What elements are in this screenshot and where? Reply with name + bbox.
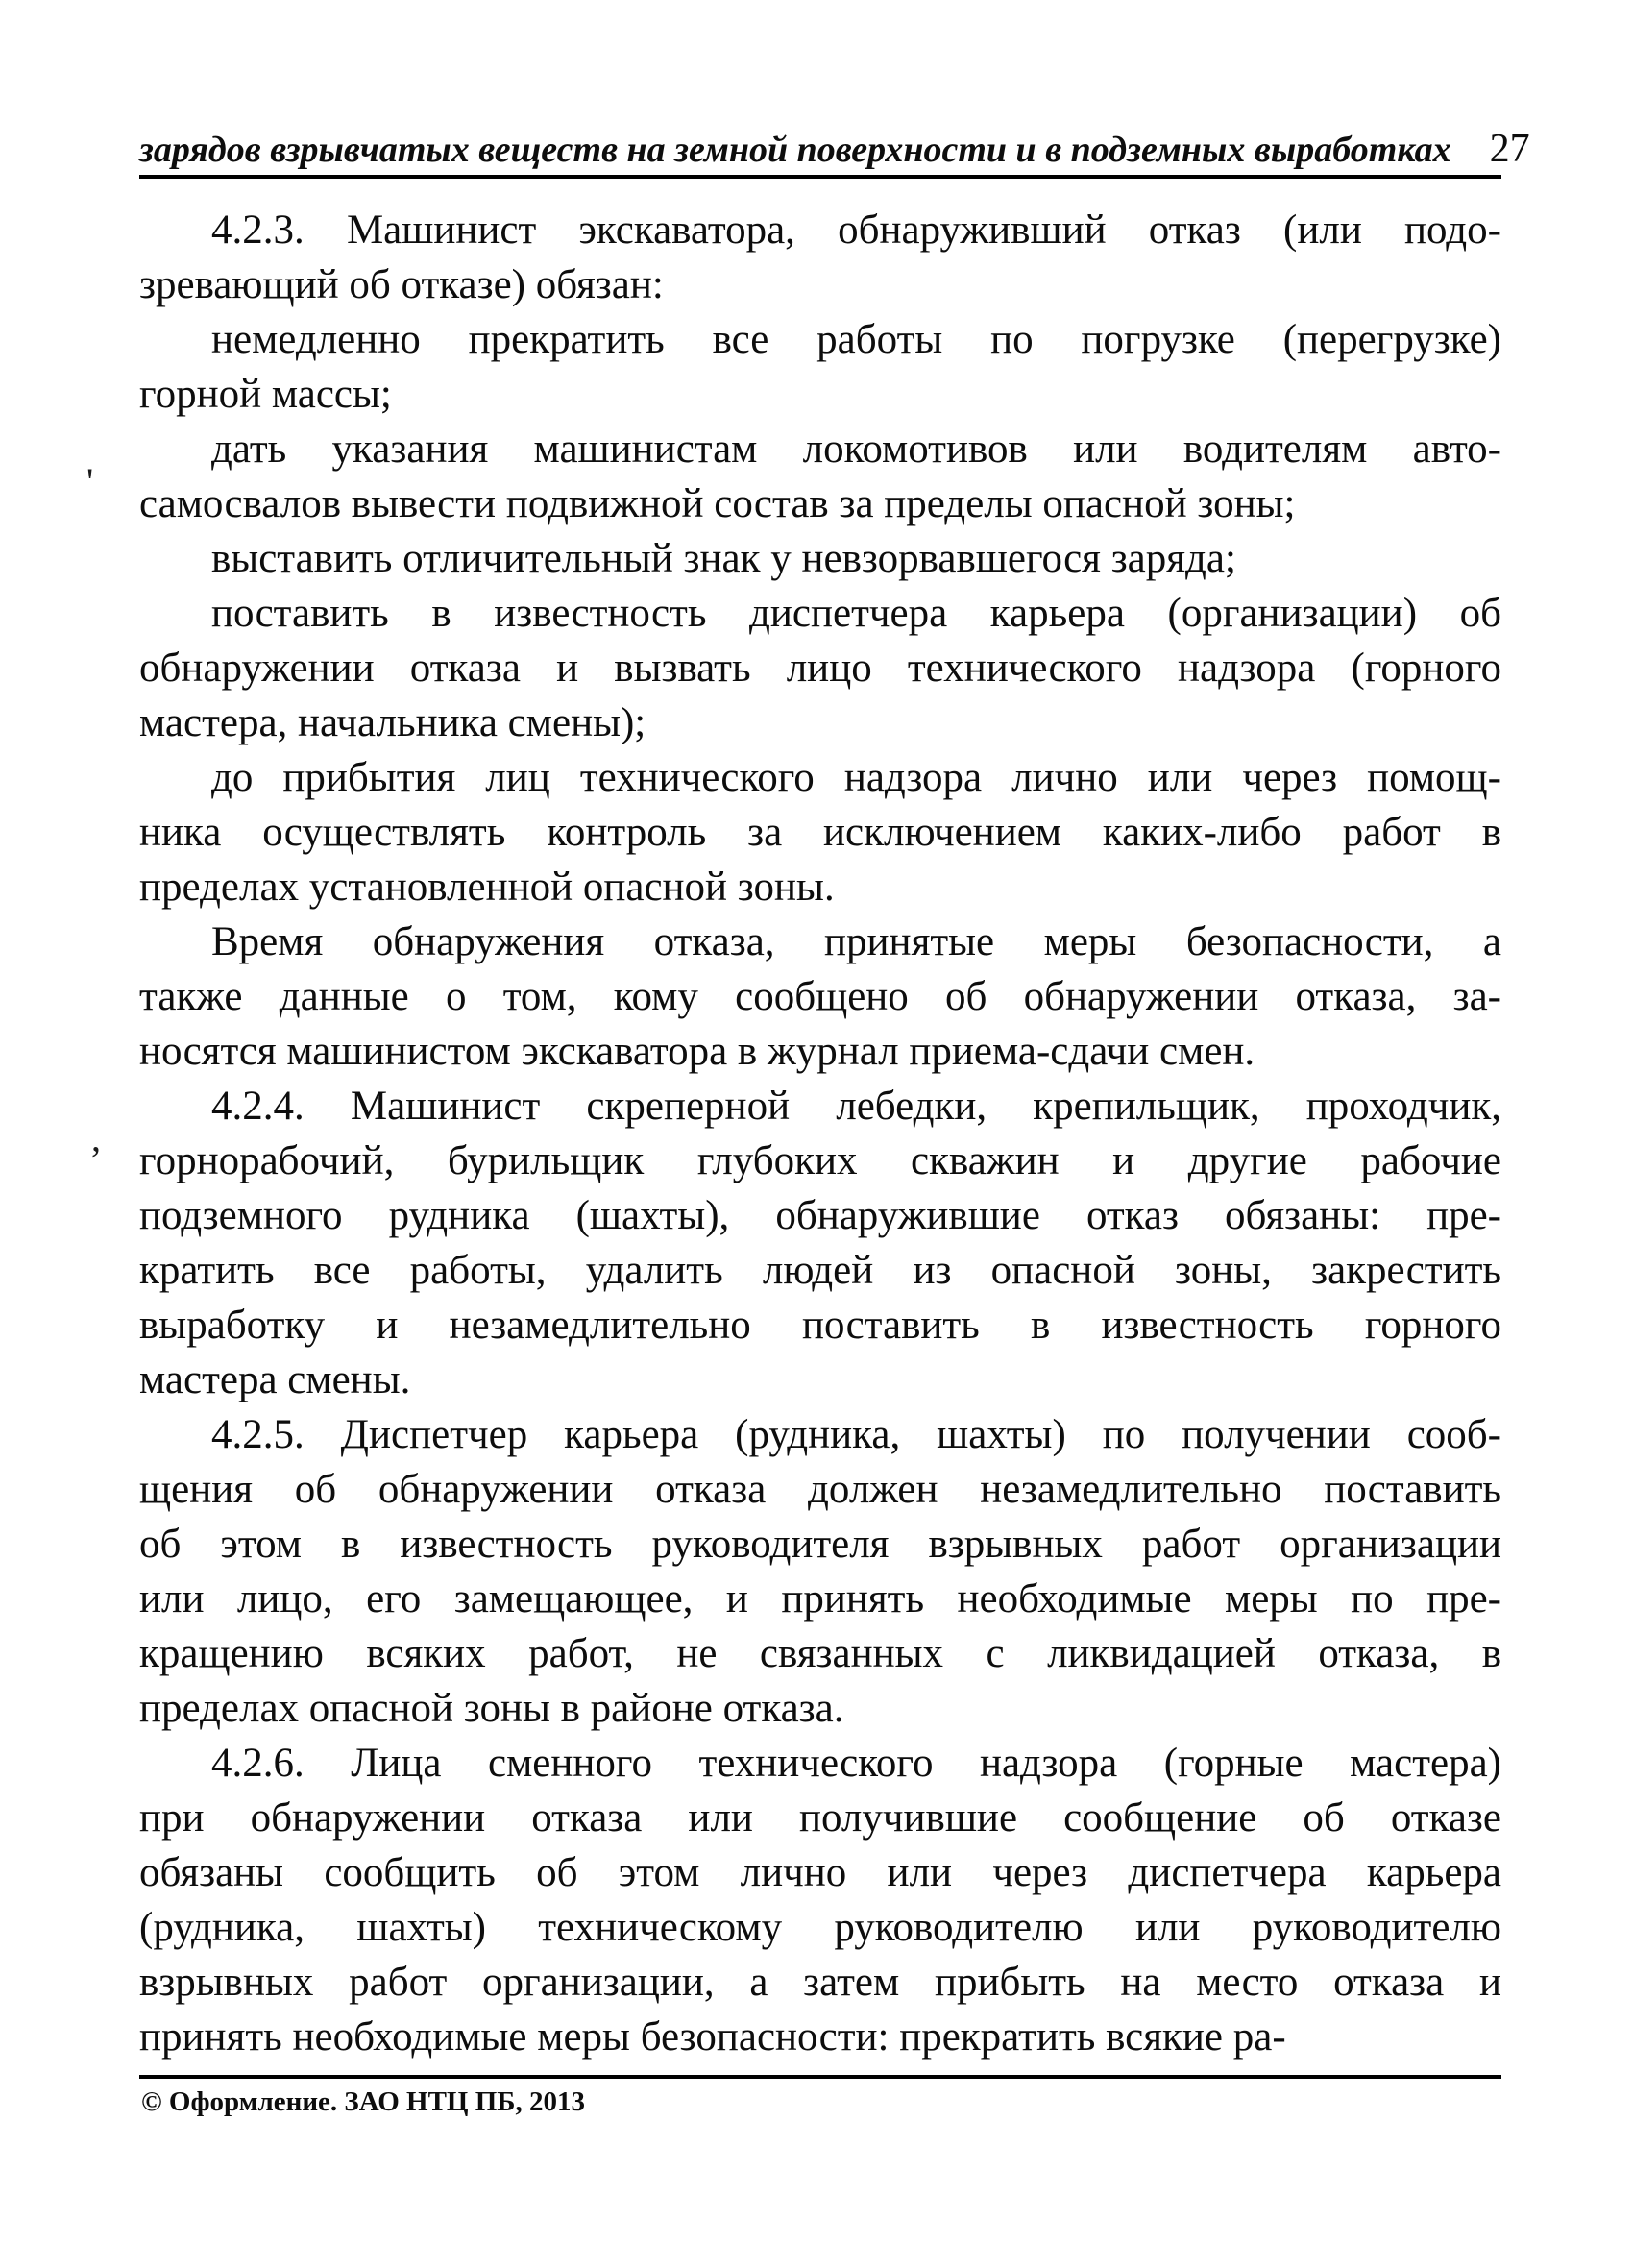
body-line: 4.2.5. Диспетчер карьера (рудника, шахты) по получении сооб- [211, 1412, 1501, 1457]
body-line: пределах установленной опасной зоны. [139, 865, 835, 910]
body-line: кратить все работы, удалить людей из опасной зоны, закрестить [139, 1248, 1501, 1293]
body-line: дать указания машинистам локомотивов или водителям авто- [211, 427, 1501, 472]
body-line: кращению всяких работ, не связанных с ликвидацией отказа, в [139, 1631, 1501, 1676]
body-line: взрывных работ организации, а затем прибыть на место отказа и [139, 1960, 1501, 2005]
body-line: 4.2.3. Машинист экскаватора, обнаруживший отказ (или подо- [211, 207, 1501, 253]
body-text [139, 203, 1501, 2064]
body-line: при обнаружении отказа или получившие сообщение об отказе [139, 1795, 1501, 1841]
body-line: обнаружении отказа и вызвать лицо технического надзора (горного [139, 646, 1501, 691]
running-title: зарядов взрывчатых веществ на земной поверхности и в подземных выработках [139, 130, 1451, 170]
page-footer [141, 2085, 585, 2119]
page-number: 27 [1489, 127, 1530, 171]
body-line: 4.2.6. Лица сменного технического надзора (горные мастера) [211, 1741, 1501, 1786]
body-line: поставить в известность диспетчера карьера (организации) об [211, 591, 1501, 636]
body-line: мастера, начальника смены); [139, 700, 646, 745]
body-line: 4.2.4. Машинист скреперной лебедки, крепильщик, проходчик, [211, 1084, 1501, 1129]
copyright-notice: © Оформление. ЗАО НТЦ ПБ, 2013 [141, 2086, 585, 2117]
body-line: немедленно прекратить все работы по погрузке (перегрузке) [211, 317, 1501, 362]
body-line: выработку и незамедлительно поставить в известность горного [139, 1303, 1501, 1348]
header-rule [139, 175, 1501, 179]
body-line: также данные о том, кому сообщено об обнаружении отказа, за- [139, 974, 1501, 1019]
body-line: Время обнаружения отказа, принятые меры безопасности, а [211, 919, 1501, 964]
scan-artifact-comma: , [91, 1116, 101, 1159]
body-line: самосвалов вывести подвижной состав за пределы опасной зоны; [139, 481, 1296, 526]
body-line: пределах опасной зоны в районе отказа. [139, 1686, 844, 1731]
body-line: щения об обнаружении отказа должен незамедлительно поставить [139, 1467, 1501, 1512]
body-line: выставить отличительный знак у невзорвавшегося заряда; [211, 536, 1236, 581]
body-line: горной массы; [139, 372, 392, 417]
body-line: принять необходимые меры безопасности: прекратить всякие ра- [139, 2014, 1286, 2060]
footer-rule [139, 2075, 1501, 2079]
body-line: подземного рудника (шахты), обнаружившие отказ обязаны: пре- [139, 1193, 1501, 1238]
body-line: ника осуществлять контроль за исключением каких-либо работ в [139, 810, 1501, 855]
page-header [139, 125, 1530, 174]
body-line: зревающий об отказе) обязан: [139, 262, 664, 307]
body-line: мастера смены. [139, 1357, 411, 1402]
body-line: горнорабочий, бурильщик глубоких скважин и другие рабочие [139, 1138, 1501, 1183]
scan-artifact-tick: ' [86, 460, 94, 503]
body-line: до прибытия лиц технического надзора лично или через помощ- [211, 755, 1501, 800]
body-line: (рудника, шахты) техническому руководителю или руководителю [139, 1905, 1501, 1950]
body-line: об этом в известность руководителя взрывных работ организации [139, 1522, 1501, 1567]
body-line: обязаны сообщить об этом лично или через диспетчера карьера [139, 1850, 1501, 1895]
body-line: или лицо, его замещающее, и принять необходимые меры по пре- [139, 1576, 1501, 1622]
body-line: носятся машинистом экскаватора в журнал приема-сдачи смен. [139, 1029, 1255, 1074]
